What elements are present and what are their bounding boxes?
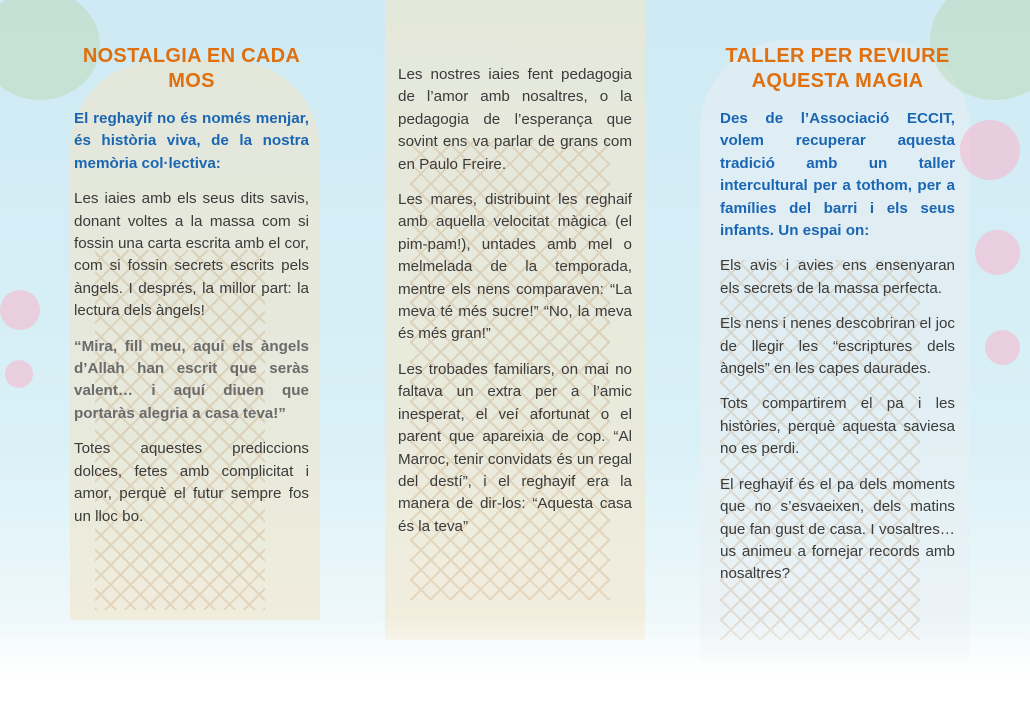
body-paragraph: Totes aquestes prediccions dolces, fetes amb complicitat i amor, perquè el futur sempre fos un lloc bo.: [74, 440, 309, 525]
column-nostalgia: [74, 44, 309, 541]
lead-paragraph: Des de l’Associació ECCIT, volem recuperar aquesta tradició amb un taller intercultural per a tothom, per a famílies del barri i els seus infants. Un espai on:: [720, 110, 955, 240]
heading-workshop: TALLER PER REVIURE AQUESTA MAGIA: [725, 45, 950, 92]
body-paragraph: Tots compartirem el pa i les històries, perquè aquesta saviesa no es perdi.: [720, 395, 955, 458]
body-paragraph: Les nostres iaies fent pedagogia de l’amor amb nosaltres, o la pedagogia de l’esperança que sovint ens va parlar de grans com en Paulo Freire.: [398, 66, 632, 173]
column-memories: [398, 64, 632, 551]
body-paragraph: Els avis i avies ens ensenyaran els secrets de la massa perfecta.: [720, 257, 955, 297]
body-paragraph: Els nens i nenes descobriran el joc de llegir les “escriptures dels àngels” en les capes daurades.: [720, 315, 955, 378]
body-paragraph: Les trobades familiars, on mai no faltava un extra per a l’amic inesperat, el veí afortunat o el parent que apareixia de cop. “Al Marroc, tenir convidats és un regal del destí”, i el reghayif era la manera de dir-los: “Aquesta casa és la teva”: [398, 360, 632, 535]
body-paragraph: Les iaies amb els seus dits savis, donant voltes a la massa com si fossin una carta escrita amb el cor, com si fossin secrets escrits pels àngels. I després, la millor part: la lectura dels àngels!: [74, 190, 309, 320]
heading-nostalgia: NOSTALGIA EN CADA MOS: [82, 45, 301, 92]
column-workshop: [720, 44, 955, 599]
body-paragraph: El reghayif és el pa dels moments que no s’esvaeixen, dels matins que fan gust de casa. I vosaltres… us animeu a fornejar records amb nosaltres?: [720, 475, 955, 583]
quote-paragraph: “Mira, fill meu, aquí els àngels d’Allah han escrit que seràs valent… i aquí diuen que portaràs alegria a casa teva!”: [74, 337, 309, 422]
body-paragraph: Les mares, distribuint les reghaif amb aquella velocitat màgica (el pim-pam!), untades amb mel o melmelada de la temporada, mentre els nens comparaven: “La meva té més sucre!” “No, la meva és més gran!”: [398, 191, 632, 343]
lead-paragraph: El reghayif no és només menjar, és història viva, de la nostra memòria col·lectiva:: [74, 110, 309, 172]
